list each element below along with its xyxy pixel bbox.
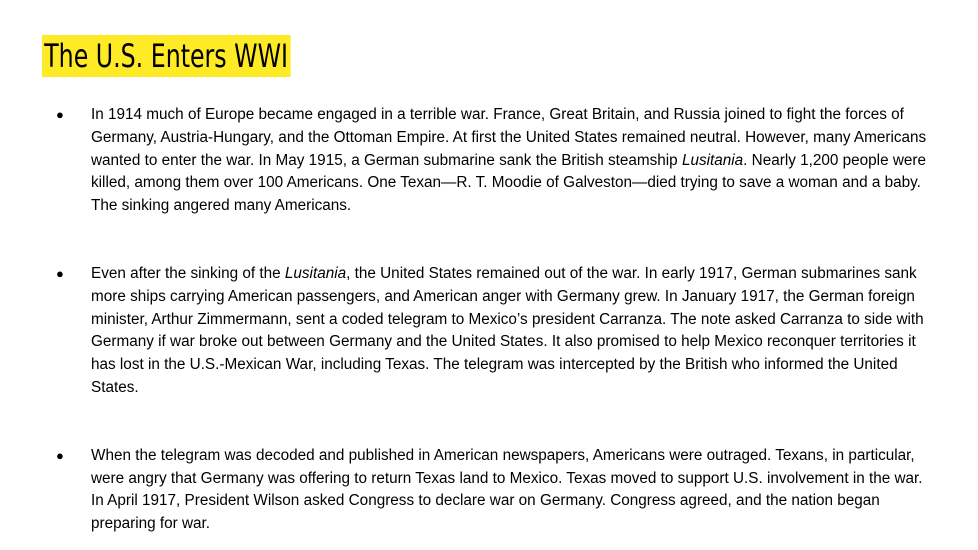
- paragraph-1-text-start: In 1914 much of Europe became engaged in a terrible war. France, Great Britain, and Russia joined to fight the forces of Germany, Austria-Hungary, and the Ottoman Empire. At first the United States remained neutral. However, many Americans wanted to enter the war. In May 1915, a German submarine sank the British steamship: [91, 106, 927, 169]
- paragraph-3-text: When the telegram was decoded and published in American newspapers, Americans were outraged. Texans, in particular, were angry that Germany was offering to return Texas land to Mexico. Texas moved to support U.S. involvement in the war. In April 1917, President Wilson asked Congress to declare war on Germany. Congress agreed, and the nation began preparing for war.: [91, 446, 923, 533]
- paragraph-2-ship-name: Lusitania: [284, 264, 347, 282]
- paragraph-1-ship-name: Lusitania: [681, 151, 744, 169]
- paragraph-2-text-end: , the United States remained out of the war. In early 1917, German submarines sank more ships carrying American passengers, and American anger with Germany grew. In January 1917, the German foreign minister, Arthur Zimmermann, sent a coded telegram to Mexico’s president Carranza. The note asked Carranza to side with Germany if war broke out between Germany and the United States. It also promised to help Mexico reconquer territories it has lost in the U.S.-Mexican War, including Texas. The telegram was intercepted by the British who informed the United States.: [91, 264, 924, 396]
- slide-title: The U.S. Enters WWI: [42, 35, 291, 77]
- bullet-dot-icon: ●: [56, 107, 64, 122]
- paragraph-2-text-start: Even after the sinking of the: [91, 264, 285, 282]
- bullet-list: [56, 104, 938, 536]
- bullet-dot-icon: ●: [56, 265, 64, 281]
- bullet-paragraph-2: [56, 263, 938, 400]
- bullet-paragraph-3: [56, 445, 938, 536]
- bullet-dot-icon: ●: [56, 447, 64, 463]
- paragraph-1-text-end: . Nearly 1,200 people were killed, among them over 100 Americans. One Texan—R. T. Moodie of Galveston—died trying to save a woman and a baby. The sinking angered many Americans.: [91, 151, 926, 215]
- bullet-paragraph-1: [56, 104, 938, 218]
